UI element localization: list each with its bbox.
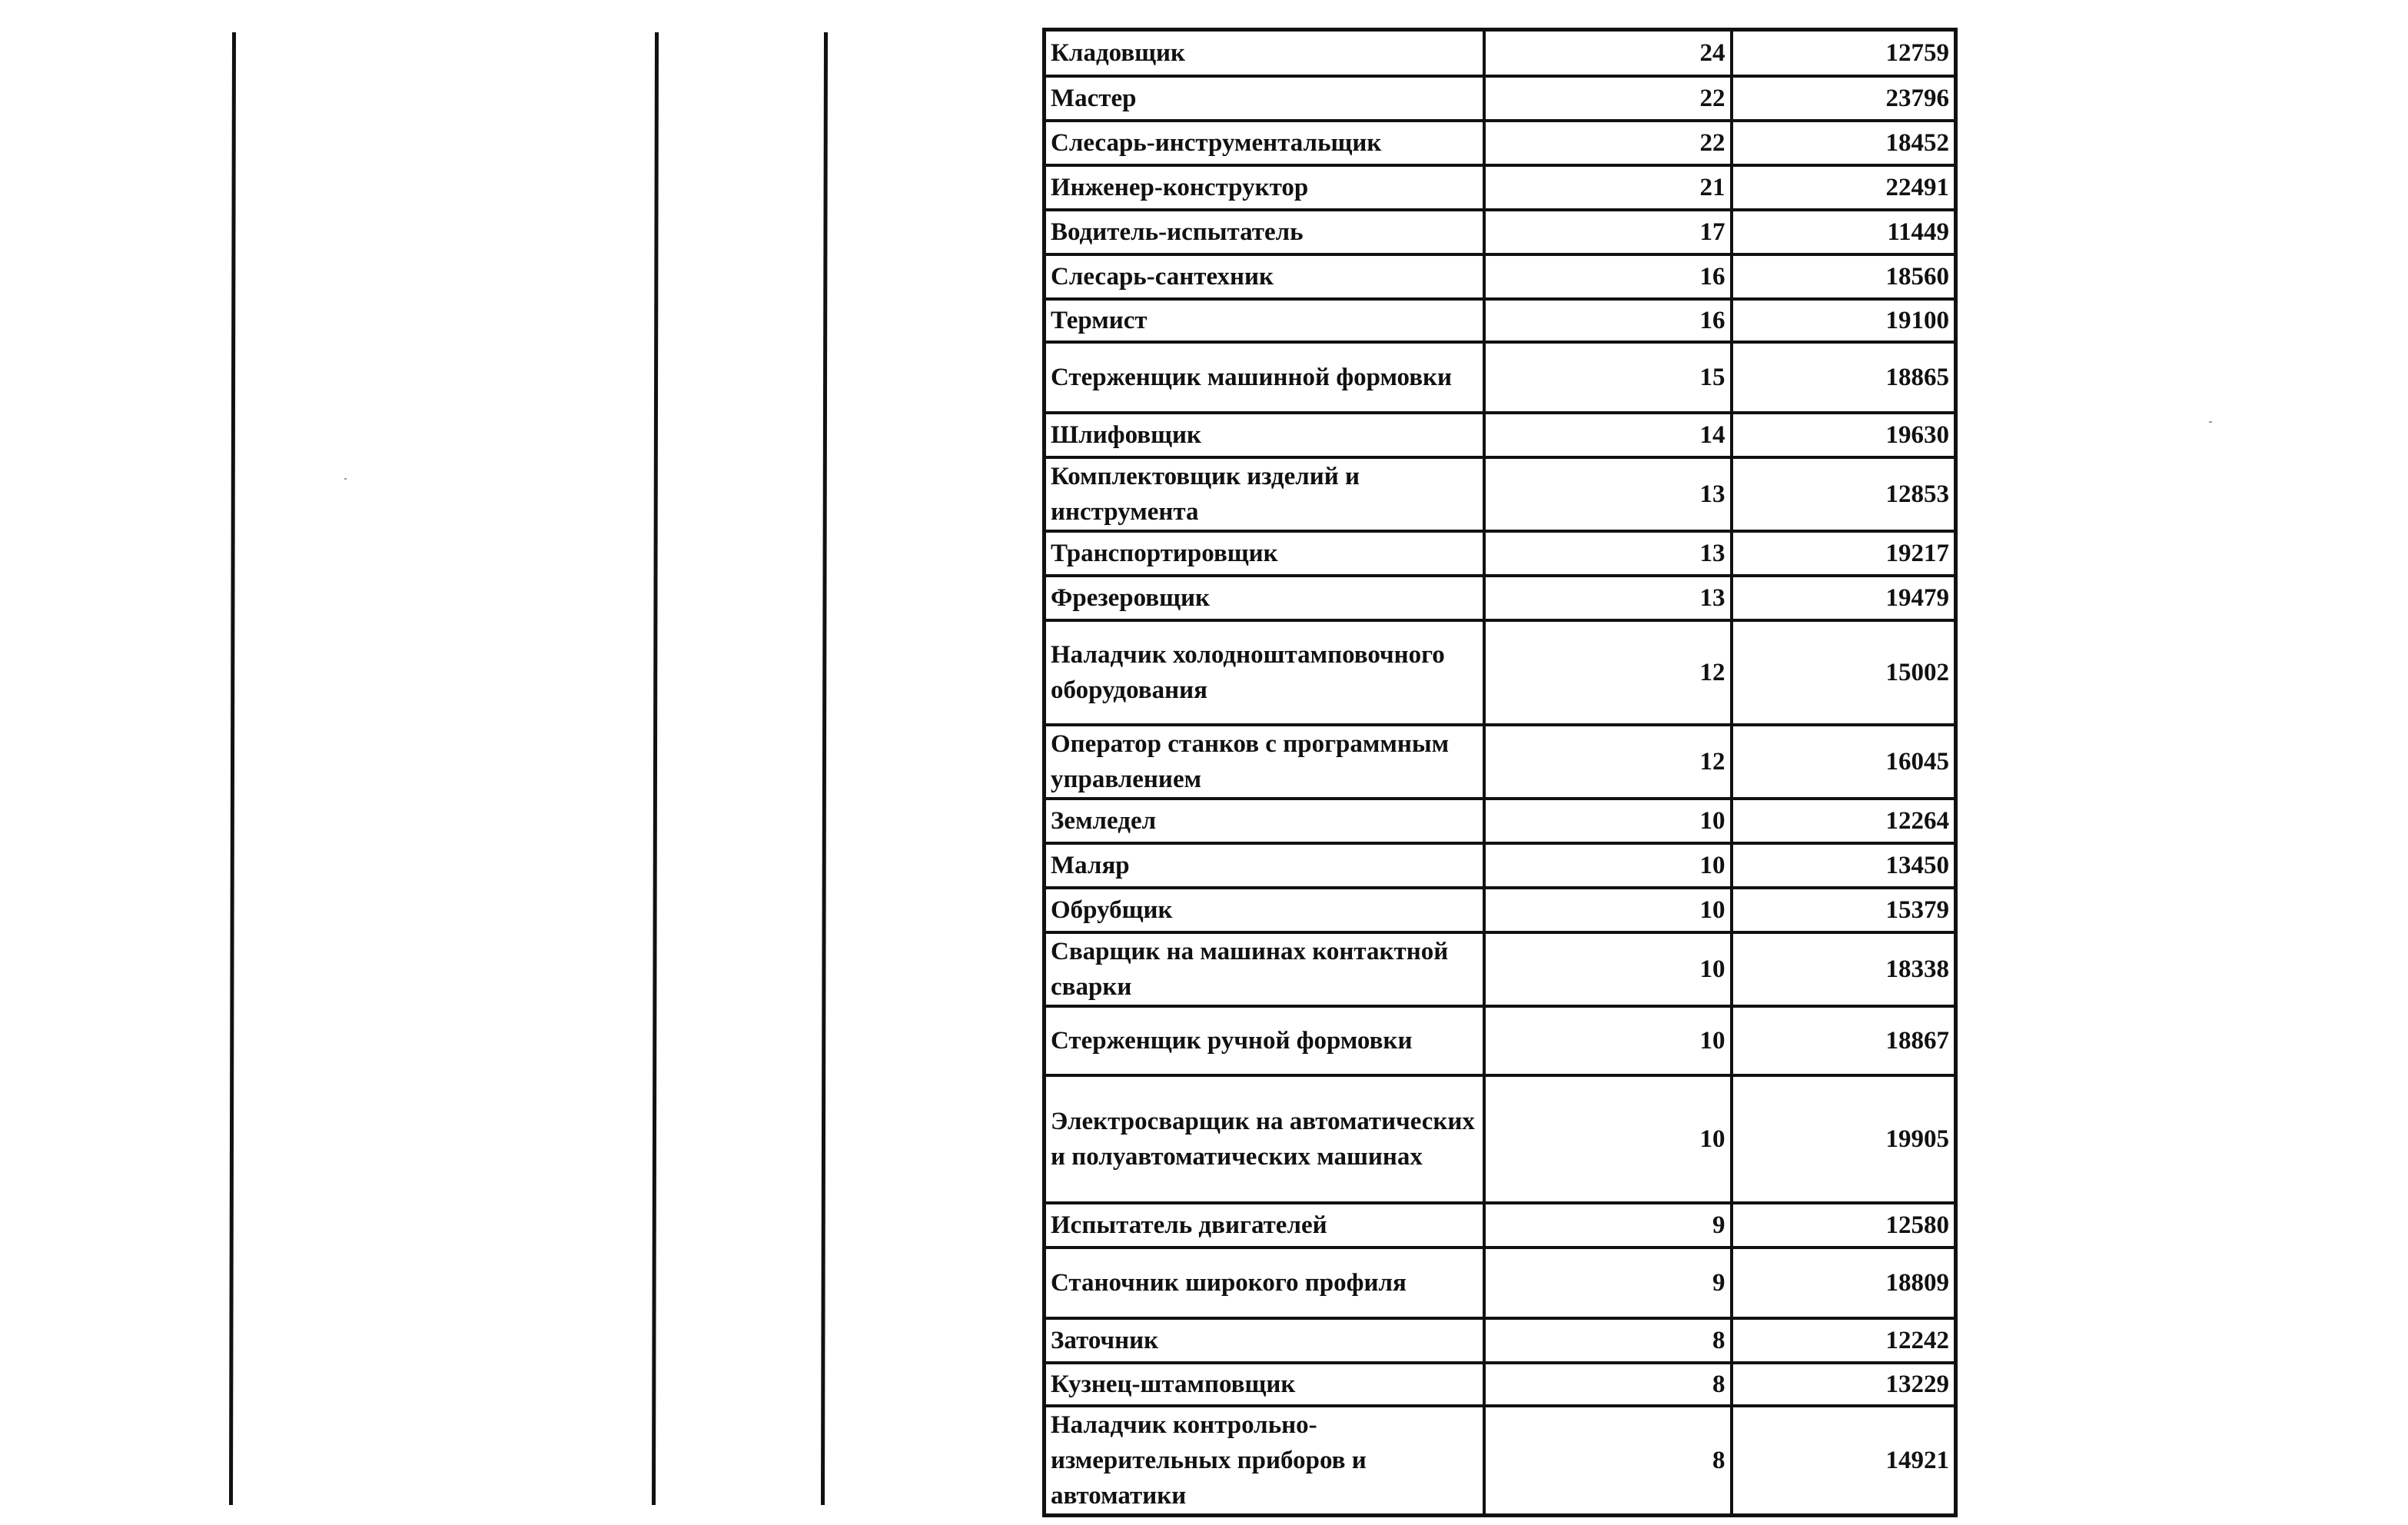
- table-row: [1045, 843, 1956, 888]
- salary-cell: 18560: [1732, 254, 1956, 299]
- profession-cell: Наладчик холодноштамповочного оборудования: [1045, 620, 1484, 725]
- vacancies-table: [1042, 28, 1958, 1517]
- profession-cell: Земледел: [1045, 799, 1484, 843]
- count-cell: 8: [1484, 1406, 1732, 1516]
- profession-cell: Мастер: [1045, 76, 1484, 121]
- table-row: [1045, 531, 1956, 576]
- count-cell: 16: [1484, 299, 1732, 342]
- count-cell: 10: [1484, 932, 1732, 1006]
- table-row: [1045, 121, 1956, 165]
- salary-cell: 23796: [1732, 76, 1956, 121]
- count-cell: 12: [1484, 725, 1732, 799]
- salary-cell: 13229: [1732, 1363, 1956, 1406]
- salary-cell: 19217: [1732, 531, 1956, 576]
- salary-cell: 13450: [1732, 843, 1956, 888]
- count-cell: 10: [1484, 1006, 1732, 1075]
- profession-cell: Оператор станков с программным управлением: [1045, 725, 1484, 799]
- profession-cell: Комплектовщик изделий и инструмента: [1045, 457, 1484, 531]
- scan-speck: [344, 478, 347, 480]
- vacancies-table-body: [1045, 30, 1956, 1516]
- table-row: [1045, 1318, 1956, 1363]
- table-row: [1045, 799, 1956, 843]
- salary-cell: 12759: [1732, 30, 1956, 76]
- table-row: [1045, 888, 1956, 932]
- profession-cell: Обрубщик: [1045, 888, 1484, 932]
- salary-cell: 19630: [1732, 413, 1956, 457]
- table-row: [1045, 210, 1956, 254]
- table-row: [1045, 620, 1956, 725]
- count-cell: 24: [1484, 30, 1732, 76]
- count-cell: 10: [1484, 1075, 1732, 1203]
- profession-cell: Испытатель двигателей: [1045, 1203, 1484, 1248]
- table-row: [1045, 1006, 1956, 1075]
- count-cell: 16: [1484, 254, 1732, 299]
- profession-cell: Маляр: [1045, 843, 1484, 888]
- table-row: [1045, 725, 1956, 799]
- left-margin-rule-3: [821, 32, 828, 1505]
- salary-cell: 12264: [1732, 799, 1956, 843]
- table-row: [1045, 1203, 1956, 1248]
- profession-cell: Электросварщик на автоматических и полуавтоматических машинах: [1045, 1075, 1484, 1203]
- profession-cell: Слесарь-сантехник: [1045, 254, 1484, 299]
- left-margin-rule-1: [229, 32, 236, 1505]
- count-cell: 13: [1484, 576, 1732, 620]
- table-row: [1045, 1248, 1956, 1318]
- profession-cell: Кладовщик: [1045, 30, 1484, 76]
- count-cell: 21: [1484, 165, 1732, 210]
- salary-cell: 12853: [1732, 457, 1956, 531]
- salary-cell: 18865: [1732, 342, 1956, 413]
- table-row: [1045, 576, 1956, 620]
- count-cell: 14: [1484, 413, 1732, 457]
- salary-cell: 18338: [1732, 932, 1956, 1006]
- table-row: [1045, 1363, 1956, 1406]
- table-row: [1045, 299, 1956, 342]
- salary-cell: 11449: [1732, 210, 1956, 254]
- salary-cell: 19479: [1732, 576, 1956, 620]
- count-cell: 17: [1484, 210, 1732, 254]
- scan-speck: [2209, 421, 2212, 423]
- count-cell: 8: [1484, 1318, 1732, 1363]
- profession-cell: Кузнец-штамповщик: [1045, 1363, 1484, 1406]
- profession-cell: Станочник широкого профиля: [1045, 1248, 1484, 1318]
- salary-cell: 15379: [1732, 888, 1956, 932]
- salary-cell: 12580: [1732, 1203, 1956, 1248]
- profession-cell: Наладчик контрольно-измерительных приборов и автоматики: [1045, 1406, 1484, 1516]
- count-cell: 9: [1484, 1203, 1732, 1248]
- profession-cell: Термист: [1045, 299, 1484, 342]
- salary-cell: 16045: [1732, 725, 1956, 799]
- salary-cell: 18452: [1732, 121, 1956, 165]
- table-row: [1045, 254, 1956, 299]
- count-cell: 10: [1484, 799, 1732, 843]
- salary-cell: 18867: [1732, 1006, 1956, 1075]
- profession-cell: Инженер-конструктор: [1045, 165, 1484, 210]
- table-row: [1045, 1075, 1956, 1203]
- count-cell: 22: [1484, 121, 1732, 165]
- profession-cell: Стерженщик ручной формовки: [1045, 1006, 1484, 1075]
- salary-cell: 12242: [1732, 1318, 1956, 1363]
- table-row: [1045, 413, 1956, 457]
- table-row: [1045, 30, 1956, 76]
- table-row: [1045, 342, 1956, 413]
- count-cell: 13: [1484, 531, 1732, 576]
- salary-cell: 22491: [1732, 165, 1956, 210]
- profession-cell: Шлифовщик: [1045, 413, 1484, 457]
- table-row: [1045, 932, 1956, 1006]
- profession-cell: Заточник: [1045, 1318, 1484, 1363]
- count-cell: 13: [1484, 457, 1732, 531]
- salary-cell: 18809: [1732, 1248, 1956, 1318]
- profession-cell: Водитель-испытатель: [1045, 210, 1484, 254]
- table-row: [1045, 1406, 1956, 1516]
- count-cell: 9: [1484, 1248, 1732, 1318]
- profession-cell: Стерженщик машинной формовки: [1045, 342, 1484, 413]
- profession-cell: Слесарь-инструментальщик: [1045, 121, 1484, 165]
- salary-cell: 19100: [1732, 299, 1956, 342]
- count-cell: 15: [1484, 342, 1732, 413]
- table-row: [1045, 165, 1956, 210]
- profession-cell: Транспортировщик: [1045, 531, 1484, 576]
- profession-cell: Фрезеровщик: [1045, 576, 1484, 620]
- table-row: [1045, 457, 1956, 531]
- count-cell: 22: [1484, 76, 1732, 121]
- table-row: [1045, 76, 1956, 121]
- count-cell: 12: [1484, 620, 1732, 725]
- salary-cell: 14921: [1732, 1406, 1956, 1516]
- profession-cell: Сварщик на машинах контактной сварки: [1045, 932, 1484, 1006]
- count-cell: 10: [1484, 888, 1732, 932]
- salary-cell: 19905: [1732, 1075, 1956, 1203]
- count-cell: 10: [1484, 843, 1732, 888]
- salary-cell: 15002: [1732, 620, 1956, 725]
- left-margin-rule-2: [652, 32, 659, 1505]
- count-cell: 8: [1484, 1363, 1732, 1406]
